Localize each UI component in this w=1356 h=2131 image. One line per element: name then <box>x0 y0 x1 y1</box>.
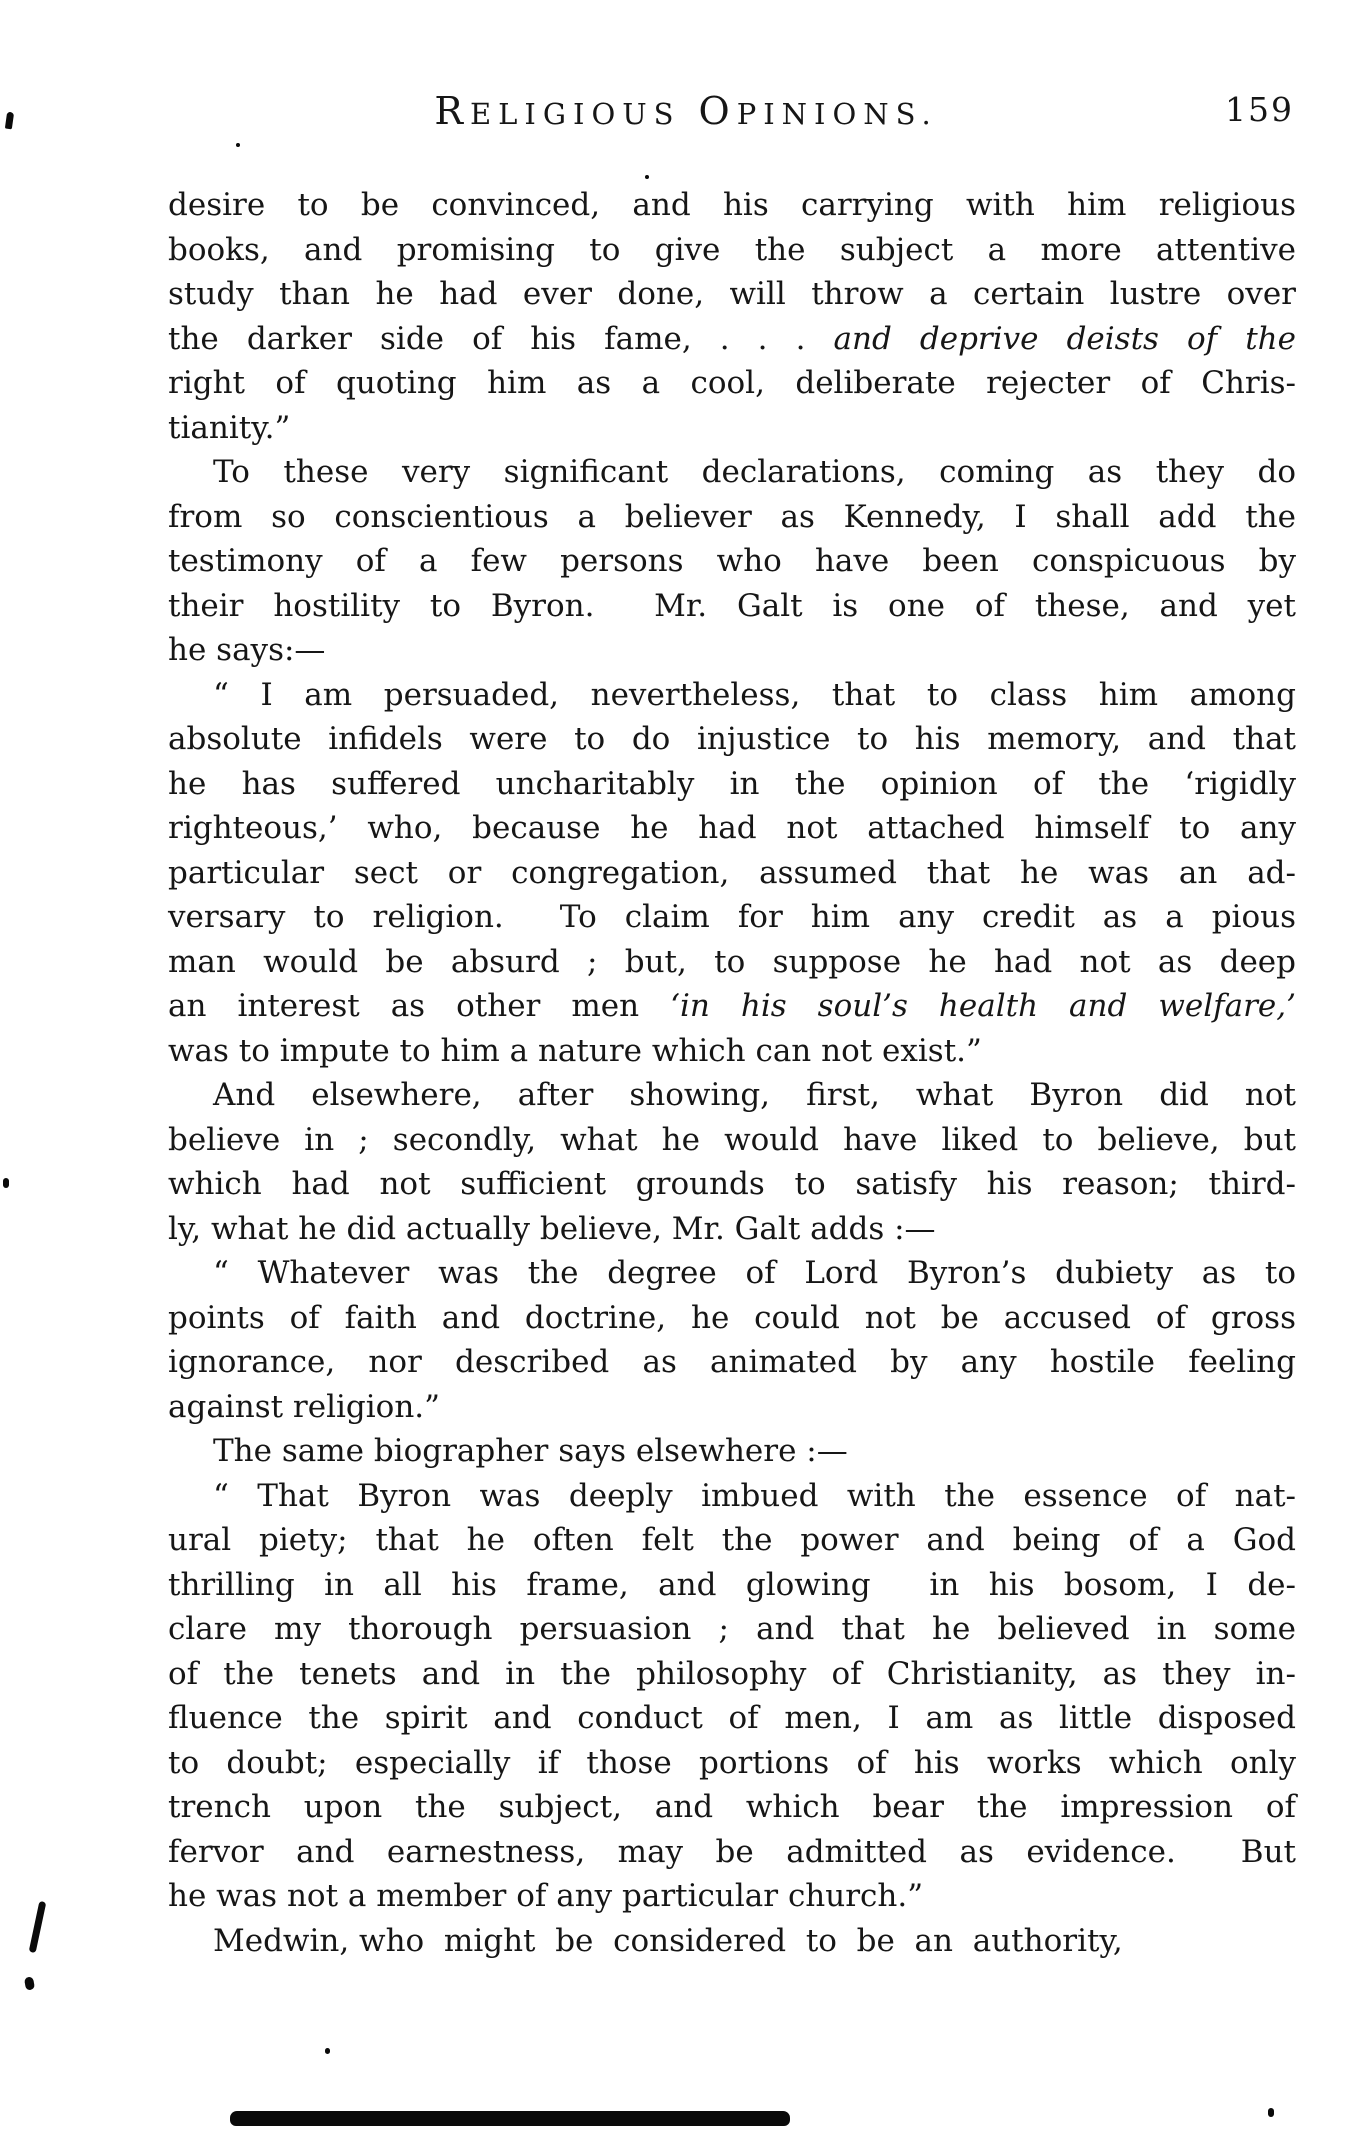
text-segment: right of quoting him as a cool, deliberate rejecter of Chris- <box>168 365 1296 401</box>
text-line <box>168 806 1296 851</box>
text-line <box>168 1652 1296 1697</box>
text-line <box>168 628 1296 673</box>
scan-artifact-bar <box>230 2111 790 2126</box>
text-segment: against religion.” <box>168 1388 440 1425</box>
running-title-initial: O <box>698 89 737 133</box>
text-segment: their hostility to Byron. Mr. Galt is one of these, and yet <box>168 587 1296 624</box>
text-line <box>168 1607 1296 1652</box>
text-line <box>168 1385 1296 1430</box>
text-line <box>168 361 1296 406</box>
text-segment: “ That Byron was deeply imbued with the essence of nat- <box>213 1477 1296 1514</box>
text-line <box>168 1830 1296 1875</box>
text-segment: clare my thorough persuasion ; and that he believed in some <box>168 1611 1296 1647</box>
text-line <box>168 584 1296 629</box>
text-segment: was to impute to him a nature which can not exist.” <box>168 1032 982 1069</box>
text-line <box>168 1207 1296 1252</box>
text-segment: And elsewhere, after showing, first, what Byron did not <box>213 1077 1296 1113</box>
text-line <box>168 851 1296 896</box>
text-segment: testimony of a few persons who have been conspicuous by <box>168 543 1296 579</box>
text-line <box>168 1073 1296 1118</box>
text-line <box>168 762 1296 807</box>
text-line <box>168 1251 1296 1296</box>
text-segment: he has suffered uncharitably in the opinion of the ‘rigidly <box>168 765 1296 802</box>
text-segment: thrilling in all his frame, and glowing in his bosom, I de- <box>168 1566 1296 1603</box>
text-line <box>168 317 1296 362</box>
page-header <box>168 88 1296 136</box>
text-segment: ignorance, nor described as animated by any hostile feeling <box>168 1344 1296 1380</box>
text-line <box>168 1474 1296 1519</box>
text-line <box>168 450 1296 495</box>
text-segment: ural piety; that he often felt the power and being of a God <box>168 1522 1296 1558</box>
text-segment: absolute infidels were to do injustice to his memory, and that <box>168 721 1296 757</box>
text-segment: “ Whatever was the degree of Lord Byron’s dubiety as to <box>213 1255 1296 1291</box>
text-segment: he says:— <box>168 632 326 668</box>
text-segment: righteous,’ who, because he had not attached himself to any <box>168 810 1296 846</box>
text-segment: man would be absurd ; but, to suppose he had not as deep <box>168 943 1296 980</box>
ink-mark <box>24 1976 35 1990</box>
text-segment: “ I am persuaded, nevertheless, that to class him among <box>213 676 1296 713</box>
text-segment: particular sect or congregation, assumed that he was an ad- <box>168 854 1296 891</box>
ink-speck <box>325 2048 330 2054</box>
text-segment: points of faith and doctrine, he could not be accused of gross <box>168 1299 1296 1336</box>
text-segment: versary to religion. To claim for him any credit as a pious <box>168 899 1296 935</box>
text-segment: the darker side of his fame, . . . <box>168 320 834 357</box>
text-line <box>168 1563 1296 1608</box>
text-line <box>168 895 1296 940</box>
ink-speck <box>645 175 649 179</box>
text-segment: he was not a member of any particular church.” <box>168 1878 924 1914</box>
page-number: 159 <box>1225 90 1294 129</box>
text-line <box>168 673 1296 718</box>
text-segment: Medwin, who might be considered to be an authority, <box>213 1922 1123 1959</box>
ink-speck <box>1268 2108 1274 2117</box>
text-line <box>168 1296 1296 1341</box>
text-segment: from so conscientious a believer as Kennedy, I shall add the <box>168 498 1296 535</box>
text-segment: an interest as other men <box>168 988 671 1024</box>
text-segment: study than he had ever done, will throw a certain lustre over <box>168 276 1296 312</box>
text-segment: The same biographer says elsewhere :— <box>213 1433 848 1469</box>
italic-text-segment: and deprive deists of the <box>833 320 1296 357</box>
text-line <box>168 1340 1296 1385</box>
text-line <box>168 1741 1296 1786</box>
running-title-initial: R <box>434 89 470 133</box>
text-segment: To these very significant declarations, coming as they do <box>213 454 1296 490</box>
text-line <box>168 984 1296 1029</box>
text-line <box>168 1518 1296 1563</box>
text-line <box>168 717 1296 762</box>
text-line <box>168 1919 1296 1964</box>
text-segment: of the tenets and in the philosophy of Christianity, as they in- <box>168 1655 1296 1692</box>
italic-text-segment: ‘in his soul’s health and welfare,’ <box>670 988 1296 1024</box>
running-title <box>122 88 1250 137</box>
ink-speck <box>236 143 240 147</box>
text-line <box>168 183 1296 228</box>
text-line <box>168 1429 1296 1474</box>
text-line <box>168 1029 1296 1074</box>
text-line <box>168 1696 1296 1741</box>
running-title-text: PINIONS. <box>736 97 938 131</box>
text-line <box>168 1874 1296 1919</box>
text-line <box>168 272 1296 317</box>
text-line <box>168 1118 1296 1163</box>
text-line <box>168 940 1296 985</box>
text-line <box>168 539 1296 584</box>
text-segment: believe in ; secondly, what he would have liked to believe, but <box>168 1121 1296 1158</box>
text-segment: ly, what he did actually believe, Mr. Galt adds :— <box>168 1210 936 1247</box>
text-segment: trench upon the subject, and which bear the impression of <box>168 1789 1296 1825</box>
text-segment: desire to be convinced, and his carrying with him religious <box>168 187 1296 223</box>
running-title-text: ELIGIOUS <box>469 97 681 131</box>
text-segment: which had not sufficient grounds to satisfy his reason; third- <box>168 1166 1296 1202</box>
body-text <box>168 183 1296 1963</box>
ink-mark <box>29 1901 47 1953</box>
text-segment: tianity.” <box>168 409 291 446</box>
text-line <box>168 406 1296 451</box>
text-line <box>168 1785 1296 1830</box>
text-segment: to doubt; especially if those portions of his works which only <box>168 1744 1296 1781</box>
text-segment: books, and promising to give the subject a more attentive <box>168 231 1296 268</box>
ink-mark <box>3 1178 9 1188</box>
text-line <box>168 1162 1296 1207</box>
text-segment: fluence the spirit and conduct of men, I am as little disposed <box>168 1700 1296 1736</box>
text-line <box>168 228 1296 273</box>
text-line <box>168 495 1296 540</box>
text-segment: fervor and earnestness, may be admitted as evidence. But <box>168 1833 1296 1870</box>
ink-mark <box>5 112 14 130</box>
